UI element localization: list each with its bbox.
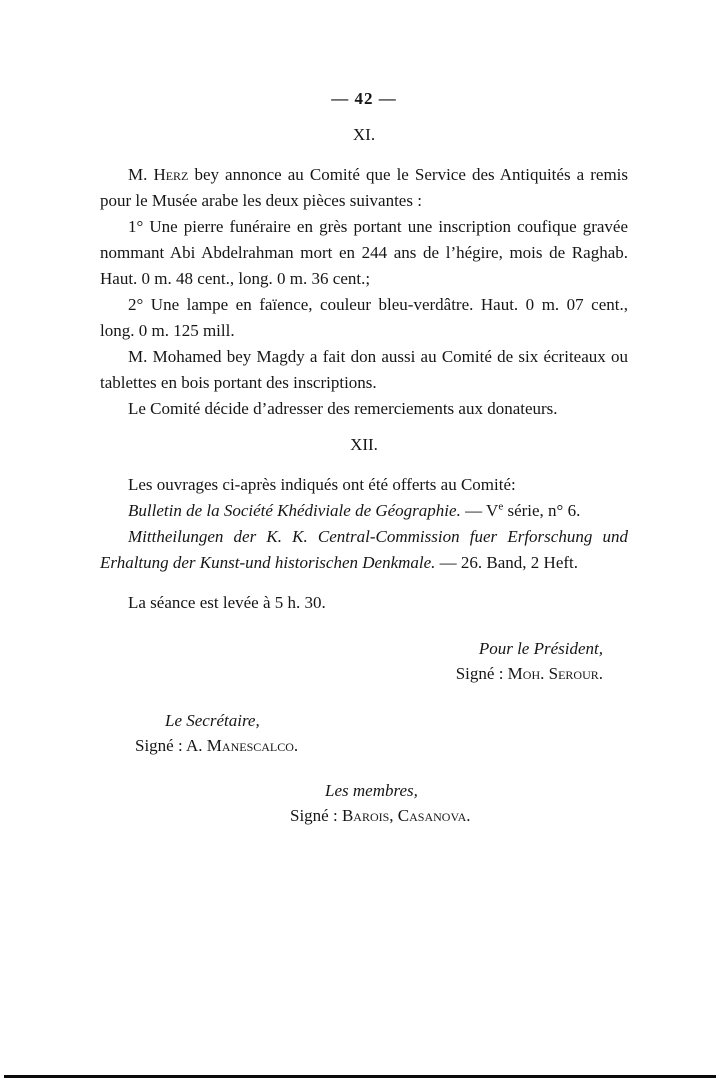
- paragraph-mohamed-bey-donation: M. Mohamed bey Magdy a fait don aussi au Comité de six écriteaux ou tablettes en bois portant des inscriptions.: [100, 347, 628, 392]
- signed-prefix: Signé :: [455, 664, 508, 683]
- paragraph-seance-levee: La séance est levée à 5 h. 30.: [128, 593, 326, 612]
- paragraph-text: M.: [128, 165, 154, 184]
- page-content: [100, 86, 628, 828]
- person-name-herz: Herz: [153, 165, 189, 184]
- section-heading-xi: XI.: [352, 125, 376, 144]
- signature-title-president: Pour le Président,: [478, 639, 603, 658]
- signed-suffix: .: [466, 806, 471, 825]
- person-names-barois-casanova: Barois, Casanova: [341, 806, 467, 825]
- paragraph-herz-announcement: [100, 162, 628, 214]
- signature-line-members: [290, 803, 628, 828]
- book-detail-text: — 26. Band, 2 Heft.: [435, 553, 579, 572]
- book-detail-text: — V: [460, 501, 499, 520]
- paragraph-remerciements: Le Comité décide d’adresser des remerciements aux donateurs.: [128, 399, 558, 418]
- page-number: — 42 —: [331, 89, 397, 108]
- paragraph-item-1-funerary-stone: 1° Une pierre funéraire en grès portant une inscription coufique gravée nommant Abi Abdelrahman mort en 244 ans de l’hégire, mois de Raghab. Haut. 0 m. 48 cent., long. 0 m. 36 cent.;: [100, 217, 628, 288]
- section-heading-xii: XII.: [350, 435, 378, 454]
- signed-suffix: .: [598, 664, 603, 683]
- paragraph-item-2-lamp: 2° Une lampe en faïence, couleur bleu-verdâtre. Haut. 0 m. 07 cent., long. 0 m. 125 mill.: [100, 295, 628, 340]
- superscript-e: e: [498, 500, 504, 513]
- paragraph-book-mittheilungen: [100, 524, 628, 576]
- signature-block-members: [290, 778, 628, 828]
- book-title-mittheilungen: Mittheilungen der K. K. Central-Commission fuer Erforschung und Erhaltung der Kunst-und historischen Denkmale.: [100, 527, 628, 572]
- signature-block-secretary: [135, 708, 628, 758]
- signature-block-president: [100, 636, 603, 686]
- signature-line-president: [100, 661, 603, 686]
- book-title-bulletin: Bulletin de la Société Khédiviale de Géographie.: [128, 501, 461, 520]
- signed-prefix: Signé :: [290, 806, 342, 825]
- signature-title-secretary: Le Secrétaire,: [165, 711, 260, 730]
- signed-prefix: Signé : A.: [135, 736, 207, 755]
- book-detail-text: série, n° 6.: [503, 501, 581, 520]
- person-name-manescalco: Manescalco: [206, 736, 294, 755]
- signature-line-secretary: [135, 733, 628, 758]
- paragraph-book-bulletin: [100, 498, 628, 524]
- paragraph-text: bey annonce au Comité que le Service des Antiquités a remis pour le Musée arabe les deux pièces suivantes :: [100, 165, 629, 210]
- signed-suffix: .: [293, 736, 299, 755]
- paragraph-ouvrages-intro: Les ouvrages ci-après indiqués ont été offerts au Comité:: [128, 475, 516, 494]
- signature-title-members: Les membres,: [325, 781, 418, 800]
- person-name-serour: Moh. Serour: [507, 664, 599, 683]
